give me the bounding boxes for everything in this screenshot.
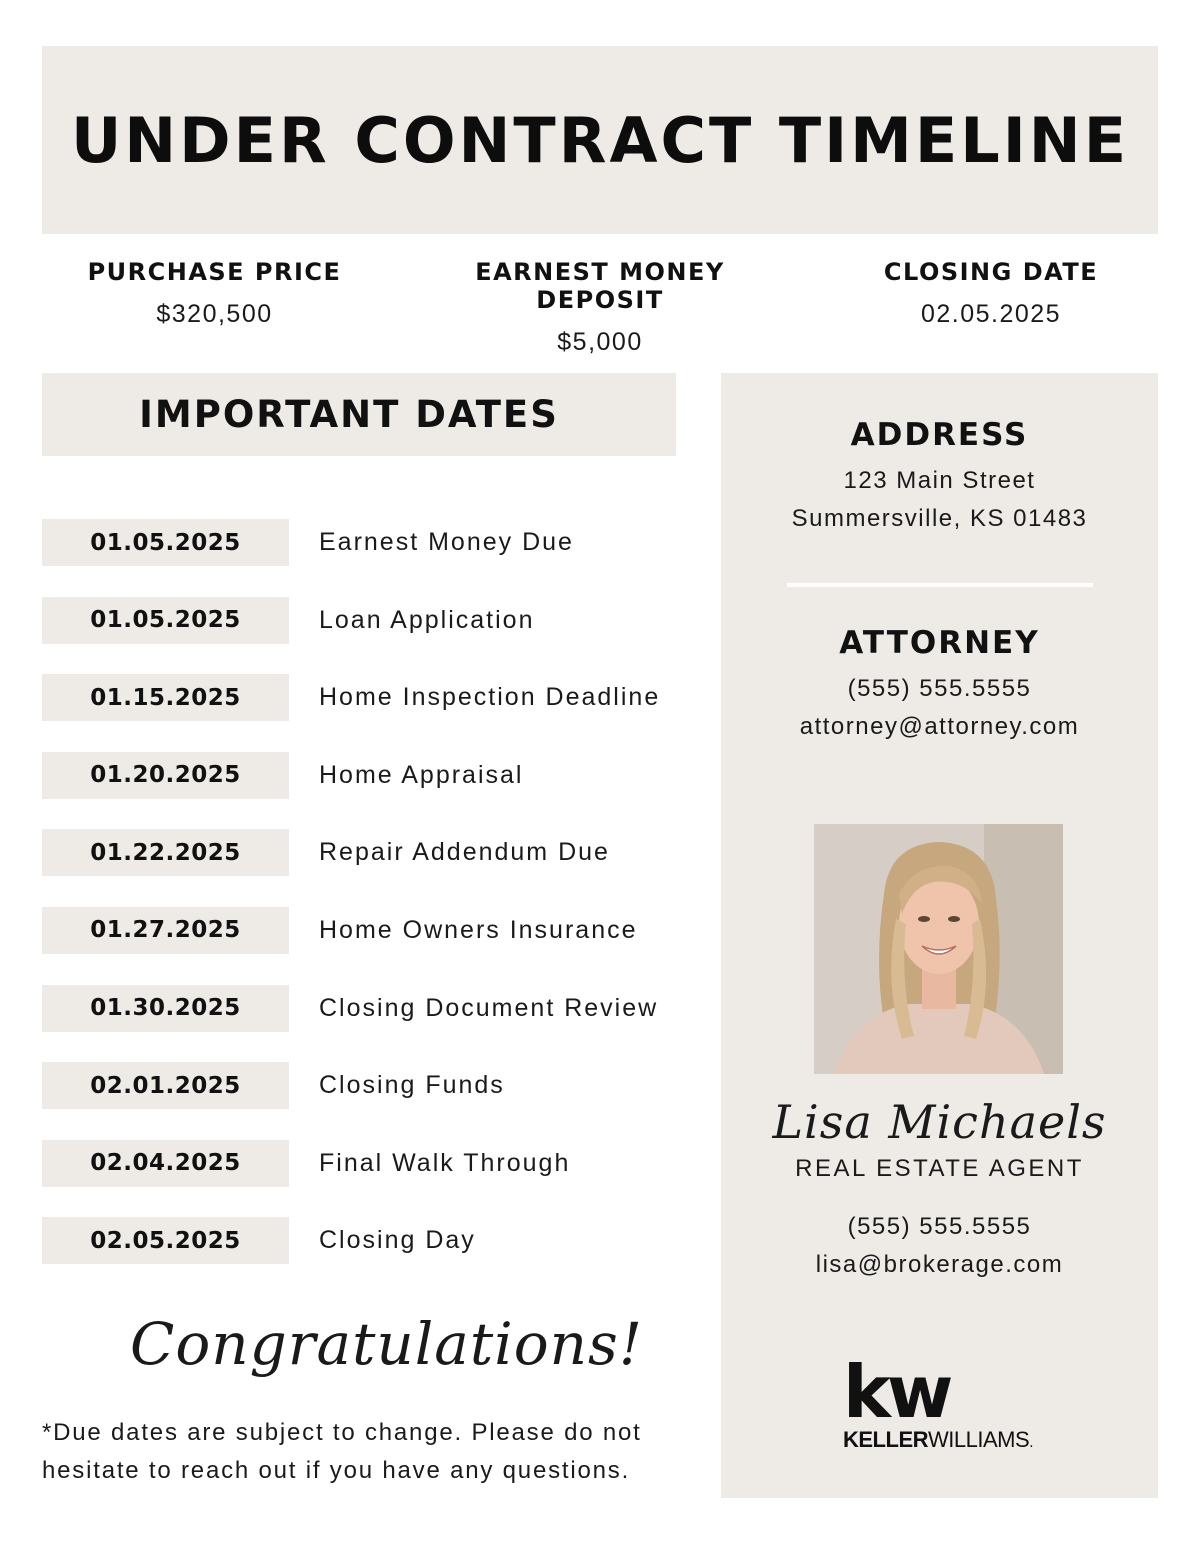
timeline-row: [42, 674, 682, 721]
title-banner: [42, 46, 1158, 234]
timeline-date: 01.05.2025: [42, 519, 289, 566]
purchase-price-value: $320,500: [156, 300, 273, 328]
timeline-event: Home Appraisal: [319, 760, 524, 789]
keller-williams-logo: [843, 1350, 1043, 1456]
timeline-row: [42, 752, 682, 799]
kw-wordmark: [843, 1427, 1043, 1453]
timeline-event: Closing Funds: [319, 1071, 505, 1100]
timeline-date: 01.05.2025: [42, 597, 289, 644]
closing-date-value: 02.05.2025: [920, 300, 1062, 328]
page-title: UNDER CONTRACT TIMELINE: [70, 103, 1130, 177]
timeline-date: 01.15.2025: [42, 674, 289, 721]
attorney-heading: ATTORNEY: [839, 625, 1040, 661]
timeline-row: [42, 1062, 682, 1109]
kw-wordmark-light: WILLIAMS: [928, 1427, 1030, 1452]
address-line-1: 123 Main Street: [843, 467, 1036, 494]
timeline-row: [42, 597, 682, 644]
earnest-money-value: $5,000: [557, 328, 643, 356]
timeline-date: 01.27.2025: [42, 907, 289, 954]
disclaimer: [42, 1414, 702, 1490]
agent-photo: [814, 824, 1063, 1074]
timeline-event: Home Owners Insurance: [319, 915, 638, 944]
timeline-list: [42, 519, 682, 1295]
kw-registered: .: [1029, 1434, 1034, 1451]
timeline-date: 02.04.2025: [42, 1140, 289, 1187]
address-block: [721, 417, 1158, 533]
section-divider: [787, 583, 1093, 587]
address-line-2: Summersville, KS 01483: [791, 505, 1088, 532]
closing-date: [862, 258, 1120, 329]
timeline-event: Loan Application: [319, 605, 535, 634]
kw-wordmark-bold: KELLER: [843, 1427, 928, 1452]
contact-sidebar: [721, 373, 1158, 1498]
attorney-phone: (555) 555.5555: [847, 675, 1032, 702]
timeline-date: 01.22.2025: [42, 829, 289, 876]
agent-block: [721, 1095, 1158, 1279]
address-heading: ADDRESS: [850, 417, 1029, 453]
earnest-money-deposit: [408, 258, 792, 357]
kw-mark: kw: [843, 1350, 950, 1434]
timeline-event: Earnest Money Due: [319, 528, 574, 556]
timeline-row: [42, 829, 682, 876]
agent-email: lisa@brokerage.com: [815, 1251, 1064, 1278]
attorney-email: attorney@attorney.com: [799, 713, 1080, 740]
purchase-price-label: PURCHASE PRICE: [87, 258, 342, 286]
closing-date-label: CLOSING DATE: [883, 258, 1099, 286]
purchase-price: [62, 258, 367, 329]
timeline-row: [42, 1140, 682, 1187]
agent-portrait-illustration: [814, 824, 1063, 1074]
earnest-money-label: EARNEST MONEY DEPOSIT: [475, 258, 725, 314]
congratulations-script: Congratulations!: [130, 1310, 644, 1378]
timeline-event: Home Inspection Deadline: [319, 683, 661, 712]
disclaimer-line: *Due dates are subject to change. Please do not: [42, 1419, 642, 1446]
important-dates-header: [42, 373, 676, 456]
summary-stats: [42, 258, 1158, 356]
timeline-event: Final Walk Through: [319, 1148, 571, 1177]
important-dates-title: IMPORTANT DATES: [139, 393, 559, 436]
attorney-block: [721, 625, 1158, 741]
timeline-row: [42, 519, 682, 566]
timeline-event: Closing Day: [319, 1226, 476, 1255]
timeline-row: [42, 1217, 682, 1264]
agent-phone: (555) 555.5555: [847, 1213, 1032, 1240]
agent-role: REAL ESTATE AGENT: [795, 1155, 1084, 1182]
timeline-row: [42, 907, 682, 954]
timeline-row: [42, 985, 682, 1032]
disclaimer-line: hesitate to reach out if you have any questions.: [42, 1457, 631, 1484]
timeline-date: 01.30.2025: [42, 985, 289, 1032]
timeline-event: Closing Document Review: [319, 993, 659, 1022]
timeline-date: 02.05.2025: [42, 1217, 289, 1264]
timeline-event: Repair Addendum Due: [319, 838, 610, 867]
timeline-date: 01.20.2025: [42, 752, 289, 799]
agent-signature: Lisa Michaels: [772, 1095, 1107, 1149]
timeline-date: 02.01.2025: [42, 1062, 289, 1109]
